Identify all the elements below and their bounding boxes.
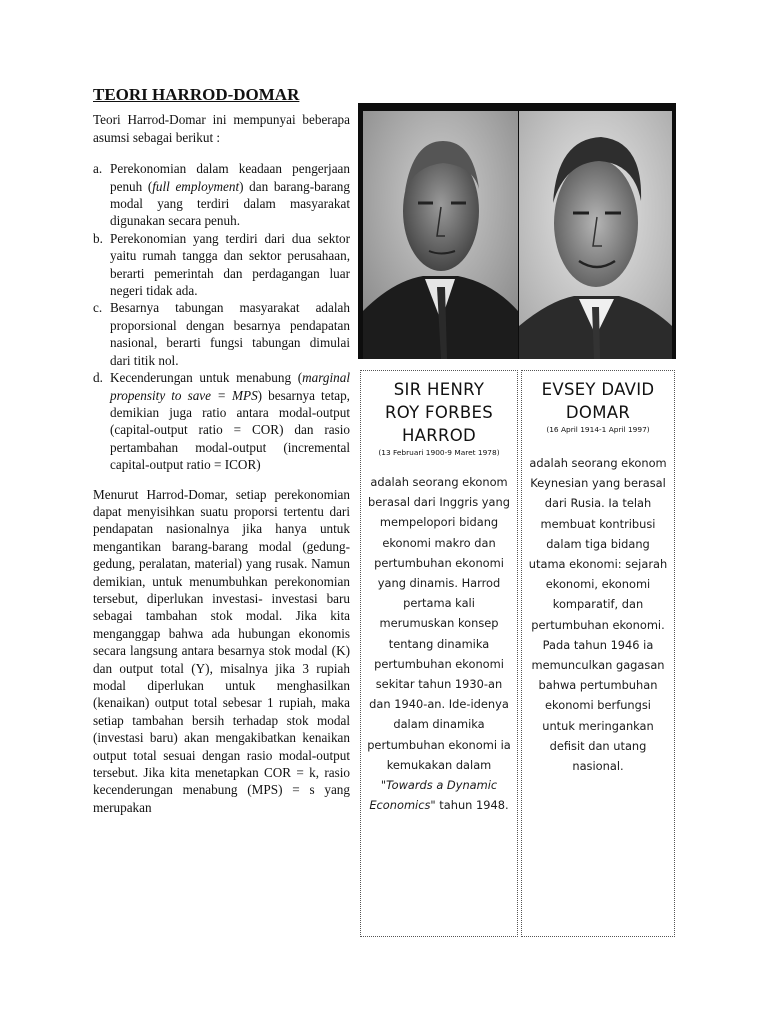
assumption-item: c. Besarnya tabungan masyarakat adalah proporsional dengan besarnya pendapatan nasional, berarti fungsi tabungan dimulai dari titik nol. — [93, 300, 350, 368]
assumption-letter: a. — [93, 161, 103, 177]
intro-text: Teori Harrod-Domar ini mempunyai beberapa asumsi sebagai berikut : — [93, 112, 350, 145]
portrait-panel — [358, 103, 676, 359]
harrod-dates: (13 Februari 1900-9 Maret 1978) — [378, 448, 500, 457]
domar-name: EVSEY DAVID DOMAR — [541, 380, 655, 422]
harrod-name: SIR HENRY ROY FORBES HARROD — [384, 380, 494, 445]
harrod-description: adalah seorang ekonom berasal dari Inggris yang mempelopori bidang ekonomi makro dan pertumbuhan ekonomi yang dinamis. Harrod pertama kali merumuskan konsep tentang dinamika pertumbuhan ekonomi sekitar tahun 1930-an dan 1940-an. Ide-idenya dalam dinamika pertumbuhan ekonomi ia kemukakan dalam "Towards a Dynamic Economics" tahun 1948. — [367, 475, 511, 813]
domar-description: adalah seorang ekonom Keynesian yang berasal dari Rusia. Ia telah membuat kontribusi dalam tiga bidang utama ekonomi: sejarah ekonomi, ekonomi komparatif, dan pertumbuhan ekonomi. Pada tahun 1946 ia memunculkan gagasan bahwa pertumbuhan ekonomi berfungsi untuk meringankan defisit dan utang nasional. — [528, 456, 668, 774]
assumption-item: a. Perekonomian dalam keadaan pengerjaan penuh (full employment) dan barang-barang modal yang terdiri dalam masyarakat digunakan secara penuh. — [93, 161, 350, 229]
assumption-item: b. Perekonomian yang terdiri dari dua sektor yaitu rumah tangga dan sektor perusahaan, berarti pemerintah dan perdagangan luar negeri tidak ada. — [93, 230, 350, 299]
assumption-item: d. Kecenderungan untuk menabung (marginal propensity to save = MPS) besarnya tetap, demikian juga ratio antara modal-output (capital-output ratio = COR) dan rasio pertambahan modal-output (incremental capital-output ratio = ICOR) — [93, 370, 350, 473]
article-title: TEORI HARROD-DOMAR — [93, 85, 300, 104]
assumption-letter: d. — [93, 370, 103, 386]
body-paragraph: Menurut Harrod-Domar, setiap perekonomian dapat menyisihkan suatu proporsi tertentu dari pendapatan nasionalnya jika hanya untuk mengantikan barang-barang modal (gedung-gedung, peralatan, material) yang rusak. Namun demikian, untuk menumbuhkan perekonomian tersebut, diperlukan investasi- investasi baru sebagai tambahan stok modal. Jika kita menganggap bahwa ada hubungan ekonomis secara langsung antara besarnya stok modal (K) dan output total (Y), misalnya jika 3 rupiah modal diperlukan untuk menghasilkan (kenaikan) output total sebesar 1 rupiah, maka setiap tambahan bersih terhadap stok modal (investasi baru) akan mengakibatkan kenaikan output total sesuai dengan rasio modal-output tersebut. Jika kita menetapkan COR = k, rasio kecenderungan menabung (MPS) = s yang merupakan — [93, 486, 350, 815]
assumption-letter: b. — [93, 230, 103, 246]
assumption-letter: c. — [93, 300, 103, 316]
harrod-bio-card — [360, 370, 518, 937]
article-column — [93, 86, 350, 816]
assumption-list — [93, 160, 350, 473]
domar-dates: (16 April 1914-1 April 1997) — [546, 425, 650, 434]
harrod-portrait — [363, 111, 518, 359]
domar-bio-card — [521, 370, 675, 937]
domar-portrait — [519, 111, 672, 359]
